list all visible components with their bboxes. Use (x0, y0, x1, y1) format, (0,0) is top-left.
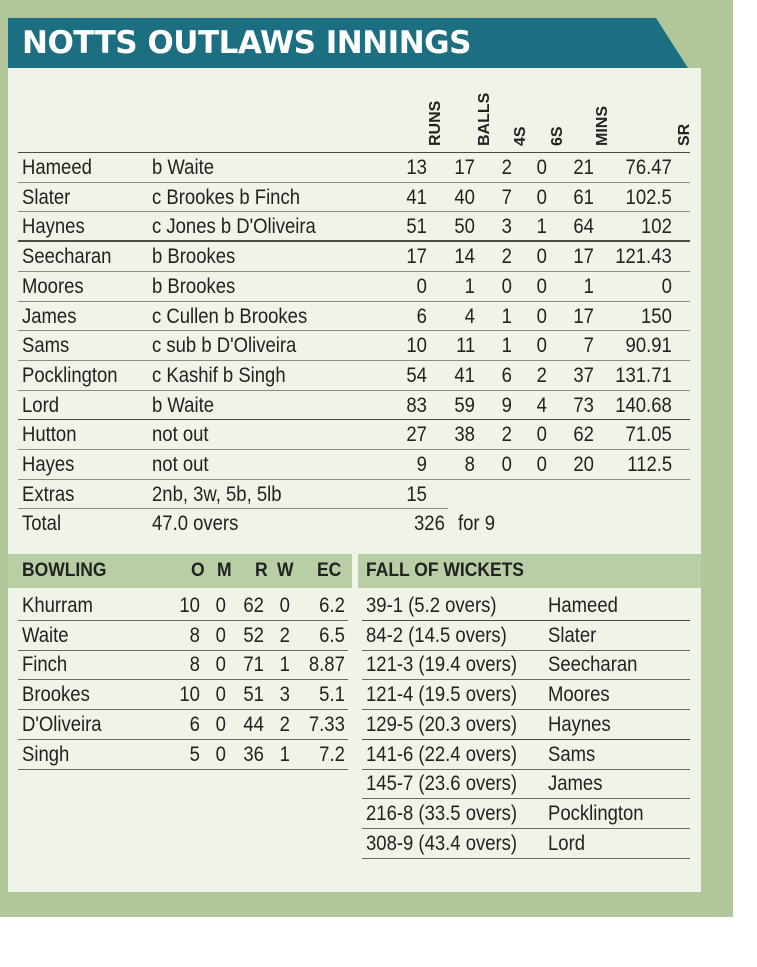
bowler-name-cell: Waite (22, 622, 69, 647)
dismissal-cell: c Kashif b Singh (152, 362, 286, 387)
bowling-row (18, 649, 348, 679)
batting-rule (18, 390, 690, 391)
wicket-batter-cell: Hameed (548, 593, 618, 617)
batting-rule (18, 330, 690, 331)
balls-cell: 41 (454, 362, 475, 387)
economy-cell: 5.1 (319, 682, 345, 707)
sixes-cell: 0 (536, 155, 547, 179)
dismissal-cell: c Brookes b Finch (152, 184, 300, 209)
batter-name-cell: Lord (22, 392, 60, 417)
strike-rate-cell: 121.43 (615, 244, 672, 269)
bowling-row (18, 620, 348, 650)
wicket-score-cell: 308-9 (43.4 overs) (366, 830, 518, 855)
column-header-sixes: 6S (549, 126, 566, 146)
runs-cell: 27 (406, 422, 427, 447)
wickets-cell: 1 (279, 741, 290, 766)
wickets-cell: 1 (279, 652, 290, 677)
title-bar (8, 18, 688, 68)
extras-runs: 15 (406, 481, 427, 506)
bowler-name-cell: Finch (22, 652, 68, 677)
bowling-runs-cell: 71 (243, 652, 264, 677)
strike-rate-cell: 140.68 (615, 392, 672, 417)
sixes-cell: 0 (536, 422, 547, 447)
extras-label: Extras (22, 481, 75, 506)
total-detail: 47.0 overs (152, 511, 239, 536)
strike-rate-cell: 102 (641, 214, 672, 239)
bowling-header (8, 554, 352, 588)
balls-cell: 11 (455, 333, 475, 358)
wicket-batter-cell: Haynes (548, 711, 611, 736)
sixes-cell: 0 (536, 244, 547, 269)
wicket-batter-cell: Pocklington (548, 800, 644, 825)
extras-detail: 2nb, 3w, 5b, 5lb (152, 481, 282, 506)
economy-cell: 7.2 (319, 741, 345, 766)
strike-rate-cell: 76.47 (625, 155, 672, 179)
fours-cell: 3 (501, 214, 512, 239)
bowling-runs-cell: 62 (243, 593, 264, 617)
batting-row (18, 241, 690, 271)
column-header-fours: 4S (512, 126, 529, 146)
batter-name-cell: Hutton (22, 422, 77, 447)
fall-of-wickets-header-label: FALL OF WICKETS (366, 560, 524, 581)
wickets-cell: 3 (279, 682, 290, 707)
bowling-row (18, 590, 348, 620)
balls-cell: 4 (464, 303, 475, 328)
fours-cell: 2 (501, 155, 512, 179)
dismissal-cell: not out (152, 422, 209, 447)
bowling-rule (18, 769, 348, 770)
dismissal-cell: c Jones b D'Oliveira (152, 214, 316, 239)
batter-name-cell: Slater (22, 184, 71, 209)
mins-cell: 37 (573, 362, 594, 387)
bowling-row (18, 679, 348, 709)
mins-cell: 1 (583, 273, 594, 298)
wicket-batter-cell: Moores (548, 682, 610, 707)
fall-of-wickets-rule (362, 858, 690, 859)
runs-cell: 51 (406, 214, 427, 239)
wicket-score-cell: 39-1 (5.2 overs) (366, 593, 497, 617)
maidens-cell: 0 (215, 652, 226, 677)
overs-cell: 10 (179, 593, 200, 617)
dismissal-cell: c sub b D'Oliveira (152, 333, 297, 358)
batter-name-cell: James (22, 303, 77, 328)
mins-cell: 61 (573, 184, 594, 209)
batting-row (18, 390, 690, 420)
wicket-batter-cell: Lord (548, 830, 586, 855)
bowling-row (18, 739, 348, 769)
runs-cell: 13 (406, 155, 427, 179)
maidens-cell: 0 (215, 682, 226, 707)
bowling-runs-cell: 51 (243, 682, 264, 707)
balls-cell: 50 (454, 214, 475, 239)
dismissal-cell: not out (152, 452, 209, 476)
balls-cell: 14 (454, 244, 475, 269)
bowling-header-label: BOWLING (22, 560, 107, 581)
dismissal-cell: b Brookes (152, 244, 236, 269)
batter-name-cell: Pocklington (22, 362, 118, 387)
batting-rule (18, 419, 690, 420)
sixes-cell: 0 (536, 184, 547, 209)
wicket-score-cell: 129-5 (20.3 overs) (366, 711, 518, 736)
runs-cell: 83 (406, 392, 427, 417)
sixes-cell: 2 (536, 362, 547, 387)
wickets-cell: 0 (279, 593, 290, 617)
fall-of-wickets-row (362, 709, 690, 739)
total-suffix: for 9 (458, 511, 496, 536)
bowling-col-economy: EC (317, 560, 342, 581)
bowling-runs-cell: 36 (243, 741, 264, 766)
wicket-score-cell: 216-8 (33.5 overs) (366, 800, 518, 825)
runs-cell: 41 (406, 184, 427, 209)
dismissal-cell: b Waite (152, 155, 215, 179)
wicket-batter-cell: Sams (548, 741, 596, 766)
bowler-name-cell: D'Oliveira (22, 711, 102, 736)
mins-cell: 7 (583, 333, 594, 358)
batting-rule (18, 508, 448, 509)
batting-row (18, 182, 690, 212)
batter-name-cell: Hayes (22, 452, 75, 476)
fall-of-wickets-row (362, 768, 690, 798)
mins-cell: 64 (573, 214, 594, 239)
batting-row (18, 211, 690, 241)
column-header-balls: BALLS (476, 92, 493, 146)
balls-cell: 59 (454, 392, 475, 417)
total-row (18, 508, 496, 538)
batting-row (18, 360, 690, 390)
column-header-runs: RUNS (427, 100, 444, 146)
batting-row (18, 449, 690, 479)
runs-cell: 0 (416, 273, 427, 298)
wicket-score-cell: 141-6 (22.4 overs) (366, 741, 518, 766)
runs-cell: 10 (406, 333, 427, 358)
batter-name-cell: Hameed (22, 155, 92, 179)
balls-cell: 8 (464, 452, 475, 476)
economy-cell: 6.2 (319, 593, 345, 617)
overs-cell: 10 (179, 682, 200, 707)
wickets-cell: 2 (279, 711, 290, 736)
fours-cell: 9 (501, 392, 512, 417)
wicket-score-cell: 121-3 (19.4 overs) (366, 652, 518, 677)
batting-row (18, 419, 690, 449)
bowling-col-runs: R (255, 560, 268, 581)
fall-of-wickets-row (362, 739, 690, 769)
fall-of-wickets-row (362, 649, 690, 679)
bowling-col-maidens: M (217, 560, 232, 581)
batting-rule (18, 301, 690, 302)
mins-cell: 62 (573, 422, 594, 447)
maidens-cell: 0 (215, 741, 226, 766)
strike-rate-cell: 112.5 (627, 452, 672, 476)
batting-row (18, 330, 690, 360)
fours-cell: 1 (501, 333, 512, 358)
sixes-cell: 0 (536, 273, 547, 298)
maidens-cell: 0 (215, 711, 226, 736)
column-header-sr: SR (676, 123, 693, 146)
wicket-score-cell: 84-2 (14.5 overs) (366, 622, 507, 647)
batting-rule (18, 182, 690, 183)
batting-rule (18, 360, 690, 361)
fours-cell: 2 (501, 244, 512, 269)
dismissal-cell: b Brookes (152, 273, 236, 298)
wicket-batter-cell: Seecharan (548, 652, 638, 677)
batting-rule (18, 241, 690, 242)
fall-of-wickets-row (362, 798, 690, 828)
strike-rate-cell: 102.5 (625, 184, 672, 209)
balls-cell: 17 (454, 155, 475, 179)
mins-cell: 21 (573, 155, 594, 179)
mins-cell: 17 (573, 244, 594, 269)
sixes-cell: 0 (536, 333, 547, 358)
overs-cell: 5 (189, 741, 200, 766)
total-label: Total (22, 511, 62, 536)
bowling-col-wickets: W (277, 560, 294, 581)
wicket-score-cell: 145-7 (23.6 overs) (366, 771, 518, 796)
bowling-runs-cell: 44 (243, 711, 264, 736)
strike-rate-cell: 131.71 (615, 362, 672, 387)
fours-cell: 0 (501, 452, 512, 476)
strike-rate-cell: 71.05 (625, 422, 672, 447)
batter-name-cell: Sams (22, 333, 70, 358)
fall-of-wickets-row (362, 679, 690, 709)
bowler-name-cell: Khurram (22, 593, 93, 617)
runs-cell: 6 (416, 303, 427, 328)
wickets-cell: 2 (279, 622, 290, 647)
sixes-cell: 4 (536, 392, 547, 417)
wicket-batter-cell: Slater (548, 622, 597, 647)
overs-cell: 6 (189, 711, 200, 736)
fours-cell: 6 (501, 362, 512, 387)
strike-rate-cell: 90.91 (625, 333, 672, 358)
batting-row (18, 152, 690, 182)
batting-rule (18, 271, 690, 272)
sixes-cell: 0 (536, 452, 547, 476)
mins-cell: 73 (573, 392, 594, 417)
runs-cell: 54 (406, 362, 427, 387)
wicket-batter-cell: James (548, 771, 603, 796)
fours-cell: 2 (501, 422, 512, 447)
runs-cell: 17 (406, 244, 427, 269)
batting-rule (18, 479, 690, 480)
fours-cell: 0 (501, 273, 512, 298)
batter-name-cell: Haynes (22, 214, 85, 239)
balls-cell: 38 (454, 422, 475, 447)
batting-row (18, 301, 690, 331)
sixes-cell: 0 (536, 303, 547, 328)
batter-name-cell: Moores (22, 273, 84, 298)
batting-rule (18, 152, 690, 153)
fall-of-wickets-header (358, 554, 701, 588)
mins-cell: 17 (573, 303, 594, 328)
overs-cell: 8 (189, 652, 200, 677)
wicket-score-cell: 121-4 (19.5 overs) (366, 682, 518, 707)
fours-cell: 1 (501, 303, 512, 328)
strike-rate-cell: 150 (641, 303, 672, 328)
column-header-mins: MINS (594, 106, 611, 146)
batting-rule (18, 449, 690, 450)
batting-rule (18, 211, 690, 212)
bowler-name-cell: Brookes (22, 682, 90, 707)
balls-cell: 40 (454, 184, 475, 209)
dismissal-cell: b Waite (152, 392, 215, 417)
sixes-cell: 1 (536, 214, 547, 239)
runs-cell: 9 (416, 452, 427, 476)
overs-cell: 8 (189, 622, 200, 647)
fall-of-wickets-row (362, 828, 690, 858)
fall-of-wickets-row (362, 620, 690, 650)
fours-cell: 7 (501, 184, 512, 209)
fall-of-wickets-row (362, 590, 690, 620)
bowling-row (18, 709, 348, 739)
maidens-cell: 0 (215, 593, 226, 617)
bowling-runs-cell: 52 (243, 622, 264, 647)
strike-rate-cell: 0 (661, 273, 672, 298)
extras-row (18, 479, 690, 509)
maidens-cell: 0 (215, 622, 226, 647)
batting-row (18, 271, 690, 301)
balls-cell: 1 (464, 273, 475, 298)
bowler-name-cell: Singh (22, 741, 70, 766)
dismissal-cell: c Cullen b Brookes (152, 303, 308, 328)
batter-name-cell: Seecharan (22, 244, 112, 269)
economy-cell: 6.5 (319, 622, 345, 647)
economy-cell: 8.87 (309, 652, 345, 677)
scorecard-title: NOTTS OUTLAWS INNINGS (22, 25, 471, 61)
mins-cell: 20 (573, 452, 594, 476)
bowling-col-overs: O (191, 560, 205, 581)
total-runs: 326 (414, 511, 445, 536)
economy-cell: 7.33 (309, 711, 345, 736)
